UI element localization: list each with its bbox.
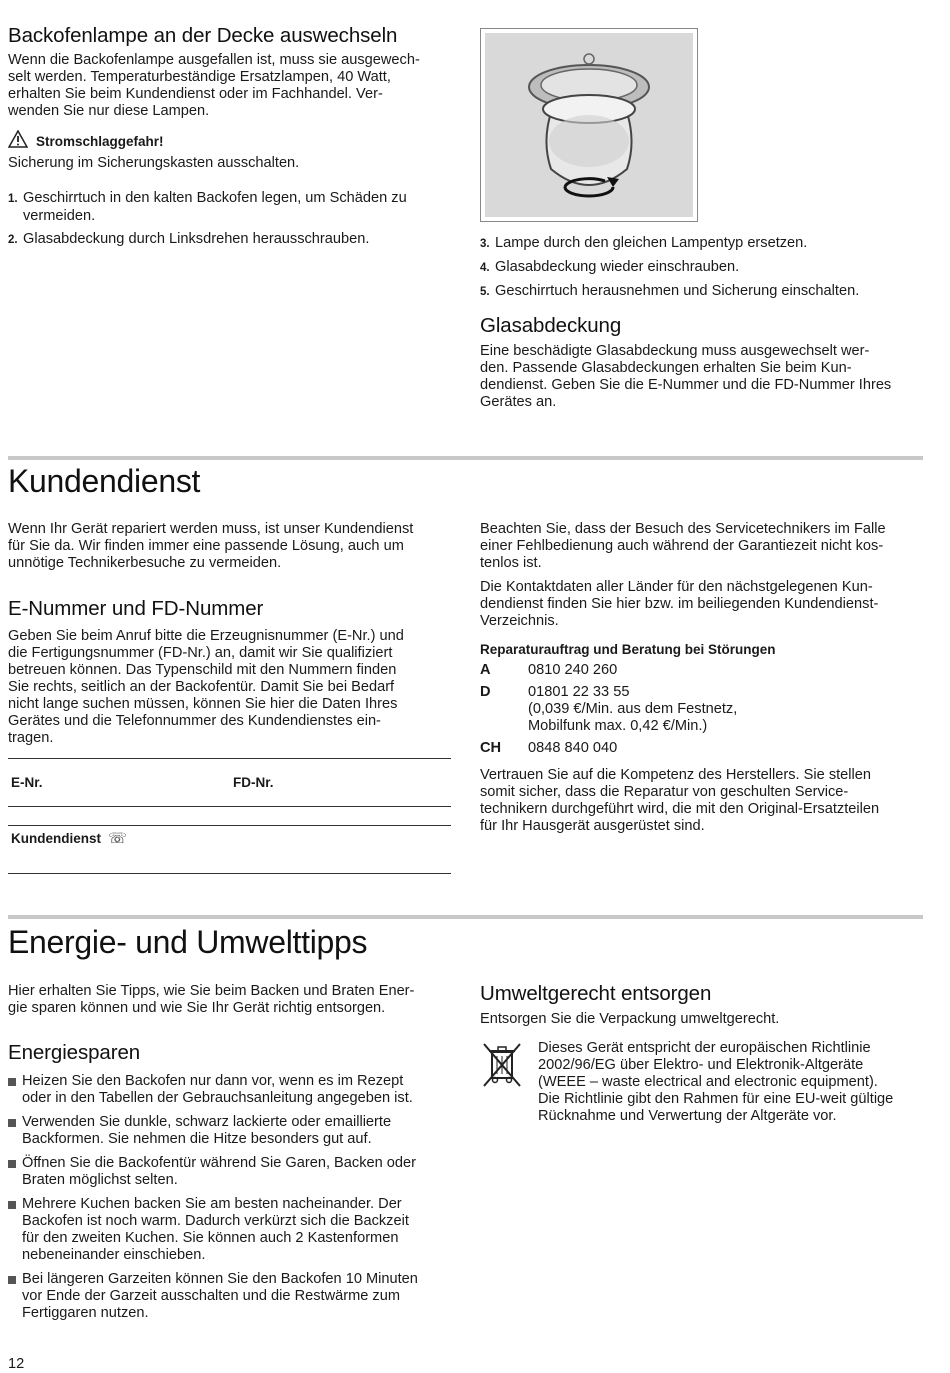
- enr-title: E-Nummer und FD-Nummer: [8, 597, 264, 620]
- bullet-square-icon: [8, 1201, 16, 1209]
- tip-item: Heizen Sie den Backofen nur dann vor, wenn es im Rezept oder in den Tabellen der Gebrauchsanleitung angegeben ist.: [8, 1073, 453, 1107]
- dispose-text: Entsorgen Sie die Verpackung umweltgerecht.: [480, 1011, 780, 1027]
- bullet-square-icon: [8, 1276, 16, 1284]
- form-line: [8, 806, 451, 807]
- service-title: Kundendienst: [8, 463, 201, 499]
- tip-item: Bei längeren Garzeiten können Sie den Backofen 10 Minuten vor Ende der Garzeit ausschalten und die Restwärme zum Fertiggaren nutzen.: [8, 1271, 453, 1322]
- warning-triangle-icon: [8, 130, 28, 148]
- repair-title: Reparaturauftrag und Beratung bei Störungen: [480, 642, 776, 657]
- energy-intro: Hier erhalten Sie Tipps, wie Sie beim Backen und Braten Ener- gie sparen können und wie Sie Ihr Gerät richtig entsorgen.: [8, 983, 415, 1016]
- bullet-square-icon: [8, 1078, 16, 1086]
- tip-item: Verwenden Sie dunkle, schwarz lackierte oder emaillierte Backformen. Sie nehmen die Hitze besonders gut auf.: [8, 1114, 453, 1148]
- section-rule: [8, 915, 923, 919]
- form-line: [8, 873, 451, 874]
- bullet-square-icon: [8, 1119, 16, 1127]
- service-contacts-note: Die Kontaktdaten aller Länder für den nächstgelegenen Kun- dendienst finden Sie hier bzw. im beiliegenden Kundendienst- Verzeichnis.: [480, 579, 879, 629]
- warning-title: Stromschlaggefahr!: [36, 134, 164, 149]
- glass-title: Glasabdeckung: [480, 314, 622, 337]
- service-intro: Wenn Ihr Gerät repariert werden muss, ist unser Kundendienst für Sie da. Wir finden immer eine passende Lösung, auch um unnötige Technikerbesuche zu vermeiden.: [8, 521, 414, 571]
- glass-text: Eine beschädigte Glasabdeckung muss ausgewechselt wer- den. Passende Glasabdeckungen erhalten Sie beim Kun- dendienst. Geben Sie die E-Nummer und die FD-Nummer Ihres Gerätes an.: [480, 343, 892, 410]
- lamp-intro: Wenn die Backofenlampe ausgefallen ist, muss sie ausgewech- selt werden. Temperaturbeständige Ersatzlampen, 40 Watt, erhalten Sie beim Kundendienst oder im Fachhandel. Ver- wenden Sie nur diese Lampen.: [8, 52, 420, 119]
- lamp-step-5: 5. Geschirrtuch herausnehmen und Sicherung einschalten.: [480, 283, 860, 299]
- tip-item: Öffnen Sie die Backofentür während Sie Garen, Backen oder Braten möglichst selten.: [8, 1155, 453, 1189]
- fdnr-label: FD-Nr.: [233, 775, 274, 790]
- enr-field[interactable]: [60, 770, 220, 792]
- warning-text: Sicherung im Sicherungskasten ausschalten.: [8, 155, 300, 171]
- phone-icon: ☏: [108, 830, 127, 847]
- service-phone-label: Kundendienst ☏: [11, 830, 127, 847]
- bullet-square-icon: [8, 1160, 16, 1168]
- lamp-step-4: 4. Glasabdeckung wieder einschrauben.: [480, 259, 740, 275]
- fdnr-field[interactable]: [285, 770, 445, 792]
- service-phone-field[interactable]: [150, 826, 450, 848]
- lamp-step-1: 1. Geschirrtuch in den kalten Backofen legen, um Schäden zu vermeiden.: [8, 190, 407, 224]
- weee-bin-icon: [480, 1040, 524, 1090]
- page-number: 12: [8, 1356, 25, 1372]
- dispose-title: Umweltgerecht entsorgen: [480, 982, 712, 1005]
- lamp-title: Backofenlampe an der Decke auswechseln: [8, 24, 398, 47]
- lamp-illustration: [480, 28, 698, 222]
- enr-text: Geben Sie beim Anruf bitte die Erzeugnisnummer (E-Nr.) und die Fertigungsnummer (FD-Nr.) an, damit wir Sie qualifiziert betreuen können. Das Typenschild mit den Nummern finden Sie rechts, seitlich an der Backofentür. Damit Sie bei Bedarf nicht lange suchen müssen, können Sie hier die Daten Ihres Gerätes und die Telefonnummer des Kundendienstes ein- tragen.: [8, 628, 404, 746]
- energy-saving-title: Energiesparen: [8, 1041, 141, 1064]
- lamp-step-2: 2. Glasabdeckung durch Linksdrehen herausschrauben.: [8, 231, 370, 247]
- lamp-step-3: 3. Lampe durch den gleichen Lampentyp ersetzen.: [480, 235, 808, 251]
- enr-label: E-Nr.: [11, 775, 43, 790]
- weee-text: Dieses Gerät entspricht der europäischen Richtlinie 2002/96/EG über Elektro- und Elektronik-Altgeräte (WEEE – waste electrical and electronic equipment). Die Richtlinie gibt den Rahmen für eine EU-weit gültige Rücknahme und Verwertung der Altgeräte vor.: [538, 1040, 894, 1124]
- tip-item: Mehrere Kuchen backen Sie am besten nacheinander. Der Backofen ist noch warm. Dadurch verkürzt sich die Backzeit für den zweiten Kuchen. Sie können auch 2 Kastenformen nebeneinander einschieben.: [8, 1196, 453, 1264]
- lamp-cover-image: [481, 29, 697, 221]
- service-note: Beachten Sie, dass der Besuch des Servicetechnikers im Falle einer Fehlbedienung auch während der Garantiezeit nicht kos- tenlos ist.: [480, 521, 886, 571]
- form-line: [8, 758, 451, 759]
- energy-title: Energie- und Umwelttipps: [8, 924, 368, 960]
- trust-text: Vertrauen Sie auf die Kompetenz des Herstellers. Sie stellen somit sicher, dass die Reparatur von geschulten Service- technikern durchgeführt wird, die mit den Original-Ersatzteilen für Ihr Hausgerät ausgerüstet sind.: [480, 767, 880, 834]
- section-rule: [8, 456, 923, 460]
